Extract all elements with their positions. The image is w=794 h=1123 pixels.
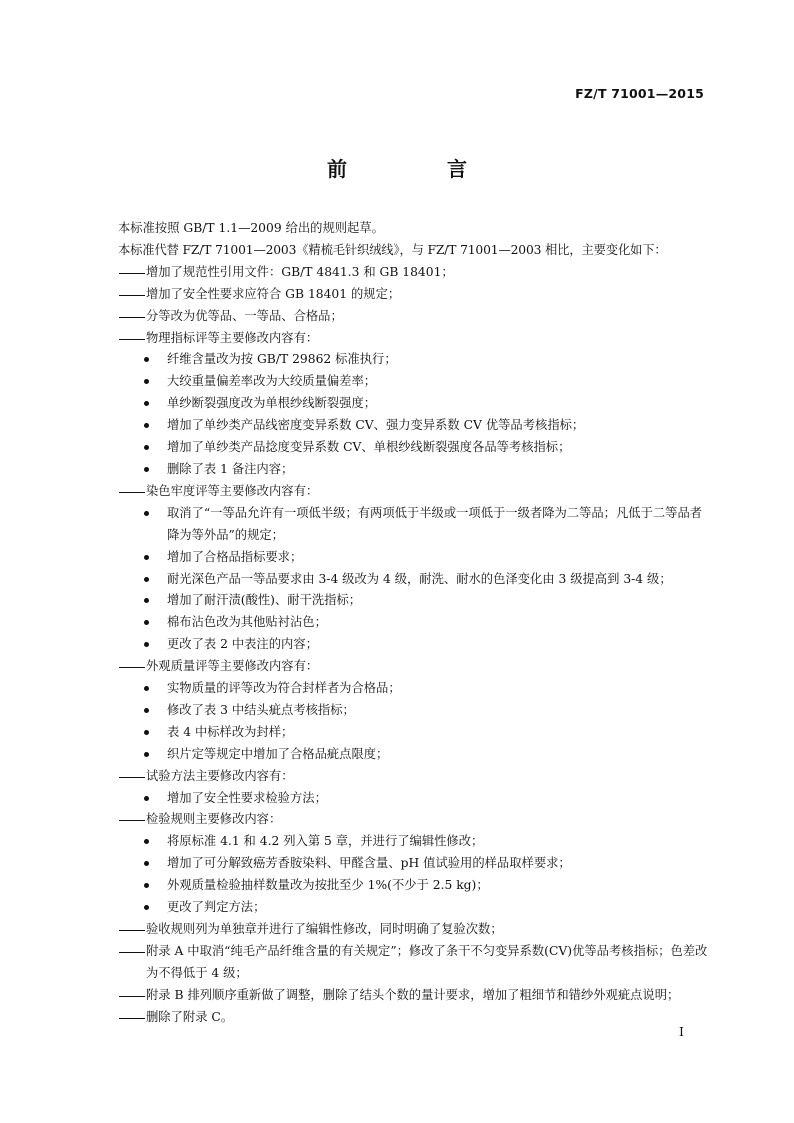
sub-change-item — [118, 612, 708, 634]
bullet-icon — [143, 744, 167, 766]
page-number: I — [679, 1024, 684, 1039]
change-item — [118, 306, 708, 328]
sub-change-item — [118, 437, 708, 459]
bullet-icon — [143, 831, 167, 853]
sub-change-item-text: 表 4 中标样改为封样； — [167, 724, 294, 739]
sub-change-item-text: 增加了单纱类产品线密度变异系数 CV、强力变异系数 CV 优等品考核指标； — [167, 418, 585, 433]
page-title: 前 言 — [327, 157, 507, 181]
sub-change-item-text: 织片定等规定中增加了合格品疵点限度； — [167, 746, 389, 761]
change-item — [118, 656, 708, 678]
sub-change-item-text: 大绞重量偏差率改为大绞质量偏差率； — [167, 374, 377, 389]
bullet-icon — [143, 897, 167, 919]
dash-marker — [118, 1007, 146, 1029]
change-item-text: 试验方法主要修改内容有： — [146, 768, 294, 783]
bullet-icon — [143, 371, 167, 393]
change-item — [118, 941, 708, 985]
bullet-icon — [143, 634, 167, 656]
sub-change-item — [118, 569, 708, 591]
bullet-icon — [143, 349, 167, 371]
bullet-icon — [143, 569, 167, 591]
sub-change-item-text: 更改了判定方法； — [167, 900, 266, 915]
sub-change-item — [118, 371, 708, 393]
sub-change-item — [118, 853, 708, 875]
sub-change-item — [118, 831, 708, 853]
change-item-text: 增加了规范性引用文件：GB/T 4841.3 和 GB 18401； — [146, 264, 454, 279]
dash-marker — [118, 328, 146, 350]
change-item — [118, 262, 708, 284]
sub-change-item-text: 取消了“一等品允许有一项低半级；有两项低于半级或一项低于一级者降为二等品；凡低于二等品者降为等外品”的规定； — [167, 505, 703, 542]
sub-change-item-text: 增加了单纱类产品捻度变异系数 CV、单根纱线断裂强度各品等考核指标； — [167, 440, 571, 455]
intro-line: 本标准按照 GB/T 1.1—2009 给出的规则起草。 — [118, 221, 384, 235]
sub-change-item — [118, 349, 708, 371]
bullet-icon — [143, 547, 167, 569]
bullet-icon — [143, 415, 167, 437]
sub-change-item-text: 纤维含量改为按 GB/T 29862 标准执行； — [167, 352, 397, 367]
sub-change-item — [118, 700, 708, 722]
sub-change-item-text: 增加了可分解致癌芳香胺染料、甲醛含量、pH 值试验用的样品取样要求； — [167, 856, 571, 871]
change-item-text: 验收规则列为单独章并进行了编辑性修改，同时明确了复验次数； — [146, 922, 503, 936]
sub-change-item-text: 增加了耐汗渍(酸性)、耐干洗指标； — [167, 593, 362, 608]
sub-change-item — [118, 897, 708, 919]
sub-change-item — [118, 590, 708, 612]
dash-marker — [118, 941, 146, 963]
change-item-text: 分等改为优等品、一等品、合格品； — [146, 308, 343, 323]
sub-change-item-text: 增加了安全性要求检验方法； — [167, 790, 327, 805]
bullet-icon — [143, 612, 167, 634]
sub-change-item-text: 将原标准 4.1 和 4.2 列入第 5 章，并进行了编辑性修改； — [167, 834, 484, 849]
bullet-icon — [143, 459, 167, 481]
bullet-icon — [143, 503, 167, 525]
change-item-text: 删除了附录 C。 — [146, 1009, 234, 1024]
change-item — [118, 919, 708, 941]
sub-change-item — [118, 875, 708, 897]
bullet-icon — [143, 875, 167, 897]
sub-change-item-text: 外观质量检验抽样数量改为按批至少 1%(不少于 2.5 kg)； — [167, 878, 489, 893]
dash-marker — [118, 656, 146, 678]
change-list — [118, 262, 708, 1029]
dash-marker — [118, 919, 146, 941]
intro-line: 本标准代替 FZ/T 71001—2003《精梳毛针织绒线》，与 FZ/T 71001—2003 相比，主要变化如下： — [118, 242, 667, 257]
bullet-icon — [143, 722, 167, 744]
sub-change-item-text: 耐光深色产品一等品要求由 3-4 级改为 4 级，耐洗、耐水的色泽变化由 3 级提高到 3-4 级； — [167, 571, 672, 586]
bullet-icon — [143, 678, 167, 700]
sub-change-item — [118, 415, 708, 437]
change-item — [118, 766, 708, 788]
sub-change-item-text: 棉布沾色改为其他贴衬沾色； — [167, 615, 327, 630]
change-item-text: 检验规则主要修改内容： — [146, 812, 282, 827]
sub-change-item-text: 更改了表 2 中表注的内容； — [167, 637, 318, 652]
change-item-text: 附录 A 中取消“纯毛产品纤维含量的有关规定”；修改了条干不匀变异系数(CV)优等品考核指标；色差改为不得低于 4 级； — [146, 943, 708, 980]
change-item — [118, 284, 708, 306]
sub-change-item — [118, 503, 708, 547]
sub-change-item — [118, 722, 708, 744]
change-item-text: 增加了安全性要求应符合 GB 18401 的规定； — [146, 286, 401, 301]
change-item-text: 外观质量评等主要修改内容有： — [146, 659, 319, 674]
bullet-icon — [143, 853, 167, 875]
standard-code: FZ/T 71001—2015 — [575, 86, 704, 101]
dash-marker — [118, 809, 146, 831]
change-item — [118, 1007, 708, 1029]
sub-change-item — [118, 393, 708, 415]
bullet-icon — [143, 700, 167, 722]
change-item — [118, 985, 708, 1007]
document-body — [118, 218, 708, 1029]
dash-marker — [118, 766, 146, 788]
bullet-icon — [143, 437, 167, 459]
dash-marker — [118, 306, 146, 328]
change-item-text: 物理指标评等主要修改内容有： — [146, 330, 319, 345]
change-item — [118, 328, 708, 350]
dash-marker — [118, 985, 146, 1007]
sub-change-item-text: 修改了表 3 中结头疵点考核指标； — [167, 702, 355, 717]
sub-change-item — [118, 459, 708, 481]
sub-change-item — [118, 678, 708, 700]
sub-change-item — [118, 634, 708, 656]
dash-marker — [118, 284, 146, 306]
bullet-icon — [143, 590, 167, 612]
sub-change-item-text: 删除了表 1 备注内容； — [167, 461, 294, 476]
bullet-icon — [143, 393, 167, 415]
sub-change-item — [118, 547, 708, 569]
sub-change-item — [118, 744, 708, 766]
bullet-icon — [143, 788, 167, 810]
sub-change-item-text: 增加了合格品指标要求； — [167, 549, 303, 564]
sub-change-item-text: 实物质量的评等改为符合封样者为合格品； — [167, 681, 401, 696]
sub-change-item-text: 单纱断裂强度改为单根纱线断裂强度； — [167, 396, 377, 411]
change-item — [118, 481, 708, 503]
change-item-text: 附录 B 排列顺序重新做了调整，删除了结头个数的量计要求，增加了粗细节和错纱外观疵点说明； — [146, 987, 680, 1002]
dash-marker — [118, 262, 146, 284]
sub-change-item — [118, 788, 708, 810]
change-item — [118, 809, 708, 831]
change-item-text: 染色牢度评等主要修改内容有： — [146, 483, 319, 498]
dash-marker — [118, 481, 146, 503]
